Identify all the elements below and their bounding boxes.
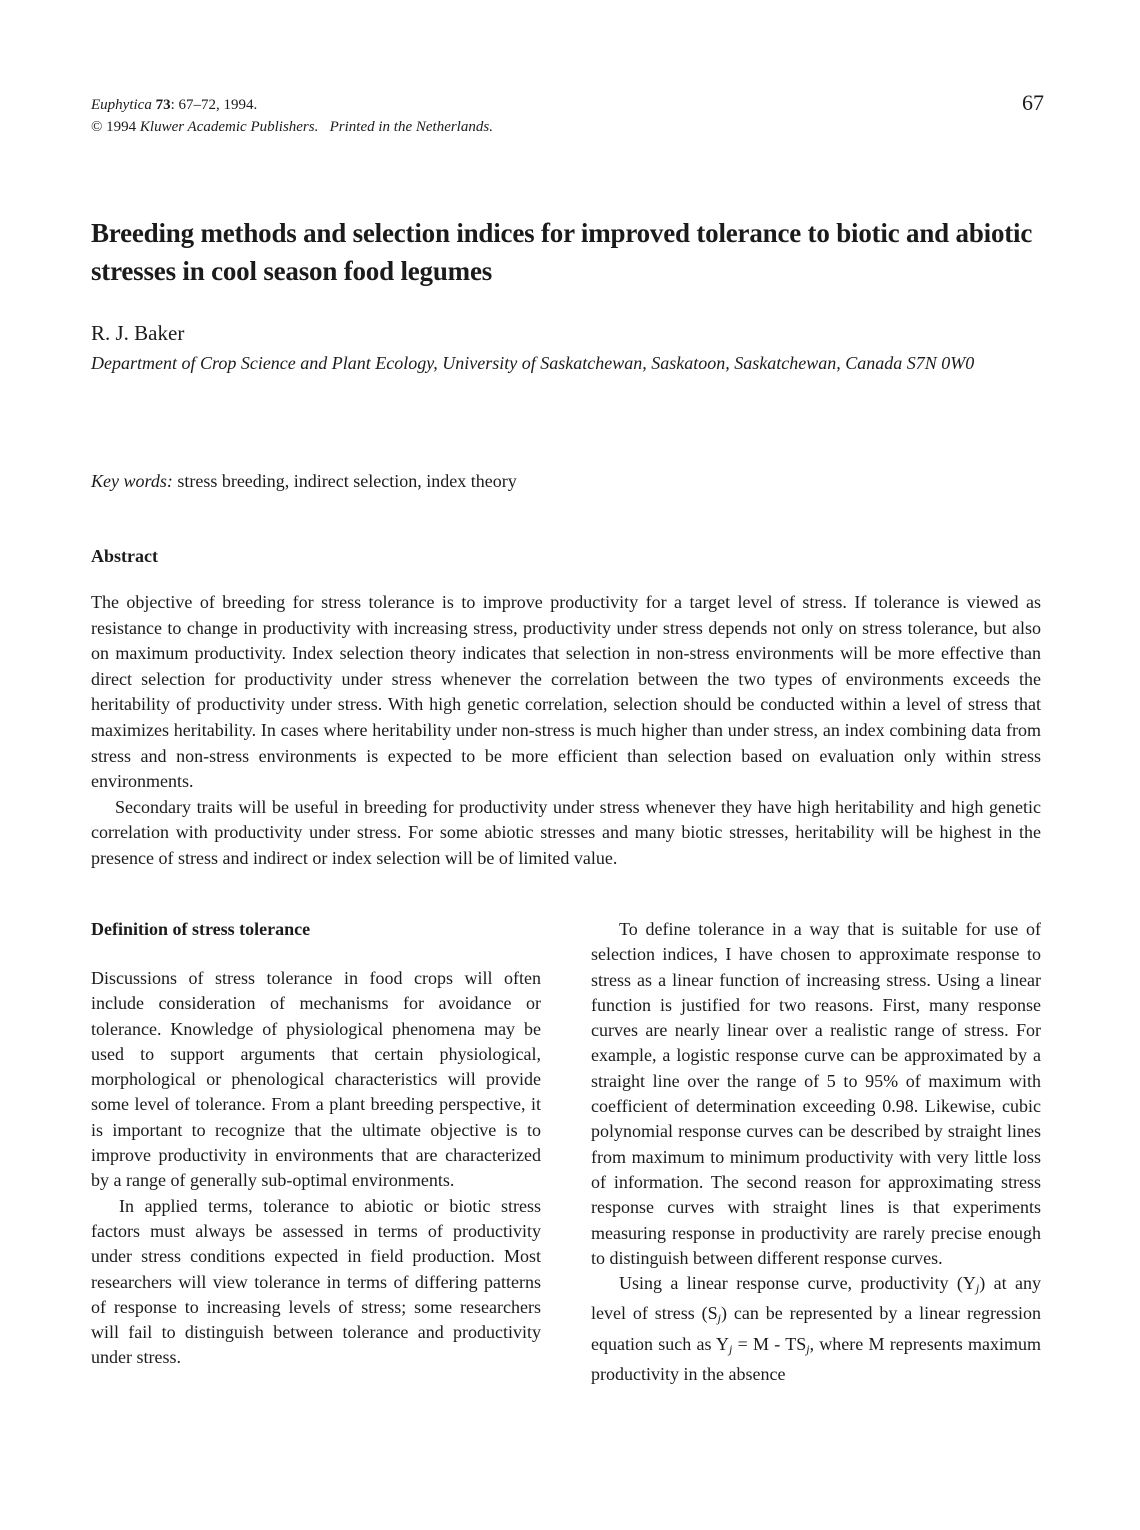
text-run: ) at any level of stress (S — [591, 1273, 1041, 1324]
subscript-j: j — [729, 1341, 733, 1356]
paper-page — [91, 90, 1044, 1385]
left-column — [91, 917, 541, 1371]
journal-volume: 73 — [155, 97, 171, 113]
text-run: Using a linear response curve, productivity (Y — [619, 1273, 976, 1294]
text-run: , where M represents maximum productivity in the absence — [591, 1333, 1041, 1385]
abstract-paragraph: The objective of breeding for stress tolerance is to improve productivity for a target level of stress. If tolerance is viewed as resistance to change in productivity with increasing stress, productivity under stress depends not only on stress tolerance, but also on maximum productivity. Index selection theory indicates that selection in non-stress environments will be more effective than direct selection for productivity under stress whenever the correlation between the two types of environments exceeds the heritability of productivity under stress. With high genetic correlation, selection should be conducted within a level of stress that maximizes heritability. In cases where heritability under non-stress is much higher than under stress, an index combining data from stress and non-stress environments is expected to be more efficient than selection based on evaluation only within stress environments. — [91, 592, 1041, 792]
text-run: ) can be represented by a linear regression equation such as Y — [591, 1303, 1041, 1354]
abstract-body — [91, 590, 1041, 872]
author-name: R. J. Baker — [91, 321, 185, 345]
body-paragraph: In applied terms, tolerance to abiotic or biotic stress factors must always be assessed in terms of productivity under stress conditions expected in field production. Most researchers will view tolerance in terms of differing patterns of response to increasing levels of stress; some researchers will fail to distinguish between tolerance and productivity under stress. — [91, 1195, 541, 1368]
journal-name: Euphytica — [91, 97, 152, 113]
subscript-j: j — [717, 1311, 721, 1326]
page-number: 67 — [1022, 90, 1044, 115]
printed-location: Printed in the Netherlands. — [329, 119, 493, 135]
journal-citation — [91, 94, 1041, 116]
right-column — [591, 917, 1041, 1387]
abstract-heading: Abstract — [91, 546, 158, 566]
abstract-paragraph: Secondary traits will be useful in breeding for productivity under stress whenever they have high heritability and high genetic correlation with productivity under stress. For some abiotic stresses and many biotic stresses, heritability will be highest in the presence of stress and indirect or index selection will be of limited value. — [91, 796, 1041, 868]
keywords-label: Key words: — [91, 471, 173, 491]
paper-title: Breeding methods and selection indices for improved tolerance to biotic and abiotic stresses in cool season food legumes — [91, 218, 1033, 286]
section-heading: Definition of stress tolerance — [91, 919, 311, 939]
body-paragraph: To define tolerance in a way that is suitable for use of selection indices, I have chosen to approximate response to stress as a linear function of increasing stress. Using a linear function is justified for two reasons. First, many response curves are nearly linear over a realistic range of stress. For example, a logistic response curve can be approximated by a straight line over the range of 5 to 95% of maximum with coefficient of determination exceeding 0.98. Likewise, cubic polynomial response curves can be described by straight lines from maximum to minimum productivity with very little loss of information. The second reason for approximating stress response curves with straight lines is that experiments measuring response in productivity are rarely precise enough to distinguish between different response curves. — [591, 919, 1041, 1268]
copyright-year: © 1994 — [91, 119, 137, 135]
author-affiliation: Department of Crop Science and Plant Ecology, University of Saskatchewan, Saskatoon, Saskatchewan, Canada S7N 0W0 — [91, 353, 975, 373]
page-header — [91, 90, 1044, 138]
keywords — [91, 468, 1041, 494]
copyright-line — [91, 116, 1041, 138]
subscript-j: j — [975, 1281, 980, 1296]
subscript-j: j — [806, 1341, 810, 1356]
journal-pages-year: : 67–72, 1994. — [170, 97, 258, 113]
keywords-text: stress breeding, indirect selection, index theory — [177, 471, 517, 491]
body-paragraph-equation — [591, 1271, 1041, 1387]
publisher-name: Kluwer Academic Publishers. — [139, 119, 319, 135]
text-run: = M - TS — [732, 1333, 807, 1354]
body-paragraph: Discussions of stress tolerance in food crops will often include consideration of mechanisms for avoidance or tolerance. Knowledge of physiological phenomena may be used to support arguments that certain physiological, morphological or phenological characteristics will provide some level of tolerance. From a plant breeding perspective, it is important to recognize that the ultimate objective is to improve productivity in environments that are characterized by a range of generally sub-optimal environments. — [91, 968, 541, 1191]
